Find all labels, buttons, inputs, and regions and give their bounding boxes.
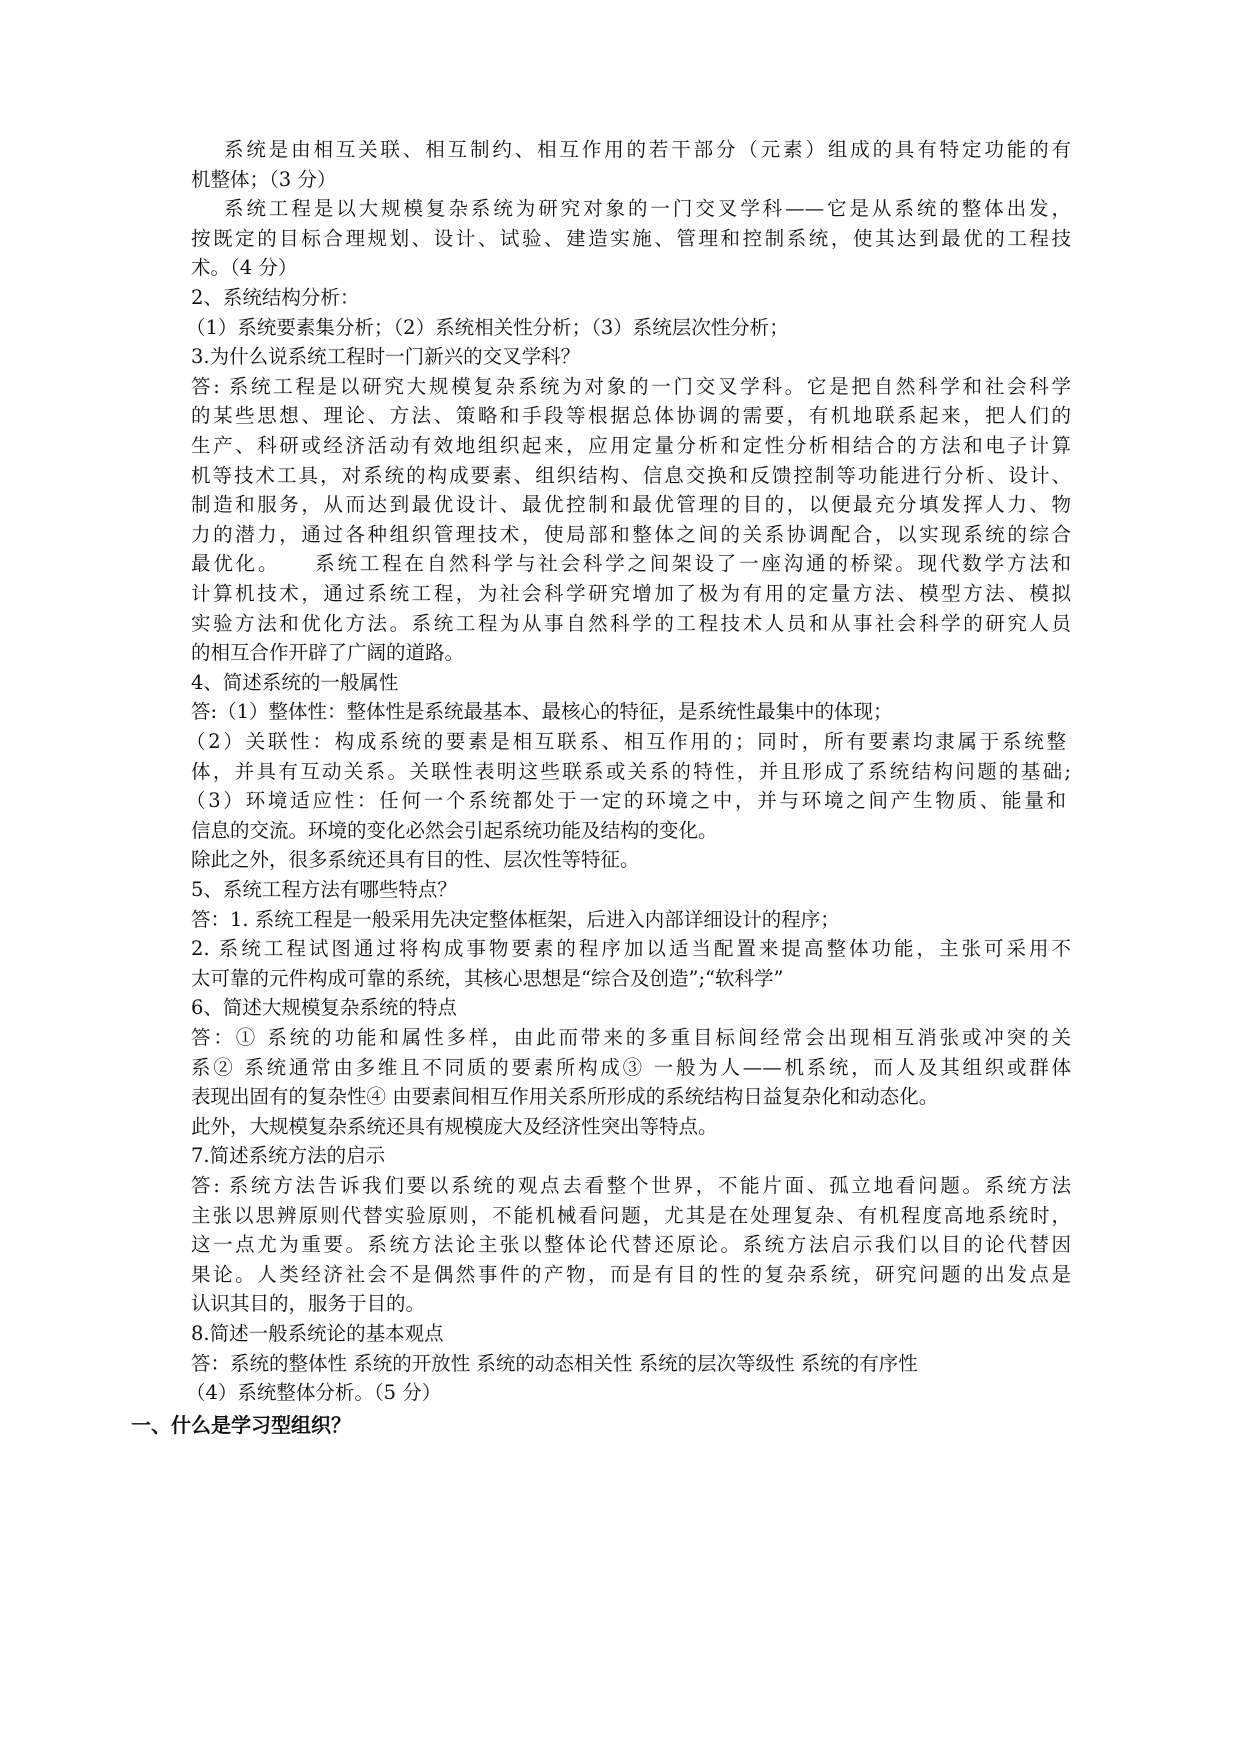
text-line: 2、系统结构分析： bbox=[191, 286, 360, 309]
text-line: （3）环境适应性：任何一个系统都处于一定的环境之中，并与环境之间产生物质、能量和 bbox=[186, 789, 1066, 813]
text-line: （1）系统要素集分析；（2）系统相关性分析；（3）系统层次性分析； bbox=[186, 315, 789, 339]
text-line: 2. 系统工程试图通过将构成事物要素的程序加以适当配置来提高整体功能，主张可采用不 bbox=[191, 937, 1071, 961]
text-line: 答：1. 系统工程是一般采用先决定整体框架，后进入内部详细设计的程序； bbox=[191, 907, 840, 931]
text-line: 此外，大规模复杂系统还具有规模庞大及经济性突出等特点。 bbox=[191, 1114, 718, 1138]
section-heading: 一、什么是学习型组织？ bbox=[131, 1412, 351, 1437]
text-line: 实验方法和优化方法。系统工程为从事自然科学的工程技术人员和从事社会科学的研究人员 bbox=[191, 611, 1071, 635]
text-line: 生产、科研或经济活动有效地组织起来，应用定量分析和定性分析相结合的方法和电子计算 bbox=[191, 434, 1071, 457]
text-line: （2）关联性：构成系统的要素是相互联系、相互作用的；同时，所有要素均隶属于系统整 bbox=[186, 730, 1066, 753]
text-line: 术。（4 分） bbox=[191, 256, 298, 280]
text-line: 机等技术工具，对系统的构成要素、组织结构、信息交换和反馈控制等功能进行分析、设计、 bbox=[191, 463, 1071, 487]
text-line: 制造和服务，从而达到最优设计、最优控制和最优管理的目的，以便最充分填发挥人力、物 bbox=[191, 493, 1071, 517]
text-line: 计算机技术，通过系统工程，为社会科学研究增加了极为有用的定量方法、模型方法、模拟 bbox=[191, 582, 1071, 605]
text-line: 答: 系统工程是以研究大规模复杂系统为对象的一门交叉学科。它是把自然科学和社会科学 bbox=[191, 374, 1071, 398]
text-line: 4、简述系统的一般属性 bbox=[191, 670, 399, 694]
text-line: 系② 系统通常由多维且不同质的要素所构成③ 一般为人——机系统，而人及其组织或群体 bbox=[191, 1055, 1071, 1079]
text-line: 认识其目的，服务于目的。 bbox=[191, 1292, 426, 1316]
text-line: 太可靠的元件构成可靠的系统，其核心思想是“综合及创造”;“软科学” bbox=[191, 966, 784, 990]
text-line: 力的潜力，通过各种组织管理技术，使局部和整体之间的关系协调配合，以实现系统的综合 bbox=[191, 522, 1071, 546]
text-line: 信息的交流。环境的变化必然会引起系统功能及结构的变化。 bbox=[191, 818, 718, 842]
text-line: 按既定的目标合理规划、设计、试验、建造实施、管理和控制系统，使其达到最优的工程技 bbox=[191, 226, 1071, 250]
text-line: 这一点尤为重要。系统方法论主张以整体论代替还原论。系统方法启示我们以目的论代替因 bbox=[191, 1233, 1071, 1257]
text-line: 答：① 系统的功能和属性多样，由此而带来的多重目标间经常会出现相互消张或冲突的关 bbox=[191, 1026, 1071, 1049]
text-line: 最优化。 系统工程在自然科学与社会科学之间架设了一座沟通的桥梁。现代数学方法和 bbox=[191, 552, 1071, 576]
text-line: 6、简述大规模复杂系统的特点 bbox=[191, 996, 457, 1020]
text-line: 7.简述系统方法的启示 bbox=[191, 1144, 386, 1168]
text-line: 答: 系统方法告诉我们要以系统的观点去看整个世界，不能片面、孤立地看问题。系统方法 bbox=[191, 1174, 1071, 1197]
text-line: 的相互合作开辟了广阔的道路。 bbox=[191, 641, 465, 665]
text-line: 的某些思想、理论、方法、策略和手段等根据总体协调的需要，有机地联系起来，把人们的 bbox=[191, 404, 1071, 428]
text-line: 系统是由相互关联、相互制约、相互作用的若干部分（元素）组成的具有特定功能的有 bbox=[224, 138, 1071, 161]
text-line: 8.简述一般系统论的基本观点 bbox=[191, 1322, 444, 1345]
text-line: 除此之外，很多系统还具有目的性、层次性等特征。 bbox=[191, 848, 640, 872]
text-line: 5、系统工程方法有哪些特点？ bbox=[191, 878, 457, 901]
text-line: 表现出固有的复杂性④ 由要素间相互作用关系所形成的系统结构日益复杂化和动态化。 bbox=[191, 1085, 939, 1109]
text-line: 机整体；（3 分） bbox=[191, 167, 337, 191]
text-line: 答:（1）整体性：整体性是系统最基本、最核心的特征，是系统性最集中的体现； bbox=[191, 700, 893, 724]
text-line: 答：系统的整体性 系统的开放性 系统的动态相关性 系统的层次等级性 系统的有序性 bbox=[191, 1351, 918, 1375]
text-line: 系统工程是以大规模复杂系统为研究对象的一门交叉学科——它是从系统的整体出发， bbox=[224, 197, 1071, 221]
text-line: 体，并具有互动关系。关联性表明这些联系或关系的特性，并且形成了系统结构问题的基础; bbox=[191, 759, 1071, 783]
text-line: （4）系统整体分析。（5 分） bbox=[186, 1381, 442, 1405]
text-line: 果论。人类经济社会不是偶然事件的产物，而是有目的性的复杂系统，研究问题的出发点是 bbox=[191, 1262, 1071, 1286]
text-line: 主张以思辨原则代替实验原则，不能机械看问题，尤其是在处理复杂、有机程度高地系统时， bbox=[191, 1203, 1071, 1227]
text-line: 3.为什么说系统工程时一门新兴的交叉学科？ bbox=[191, 345, 581, 369]
